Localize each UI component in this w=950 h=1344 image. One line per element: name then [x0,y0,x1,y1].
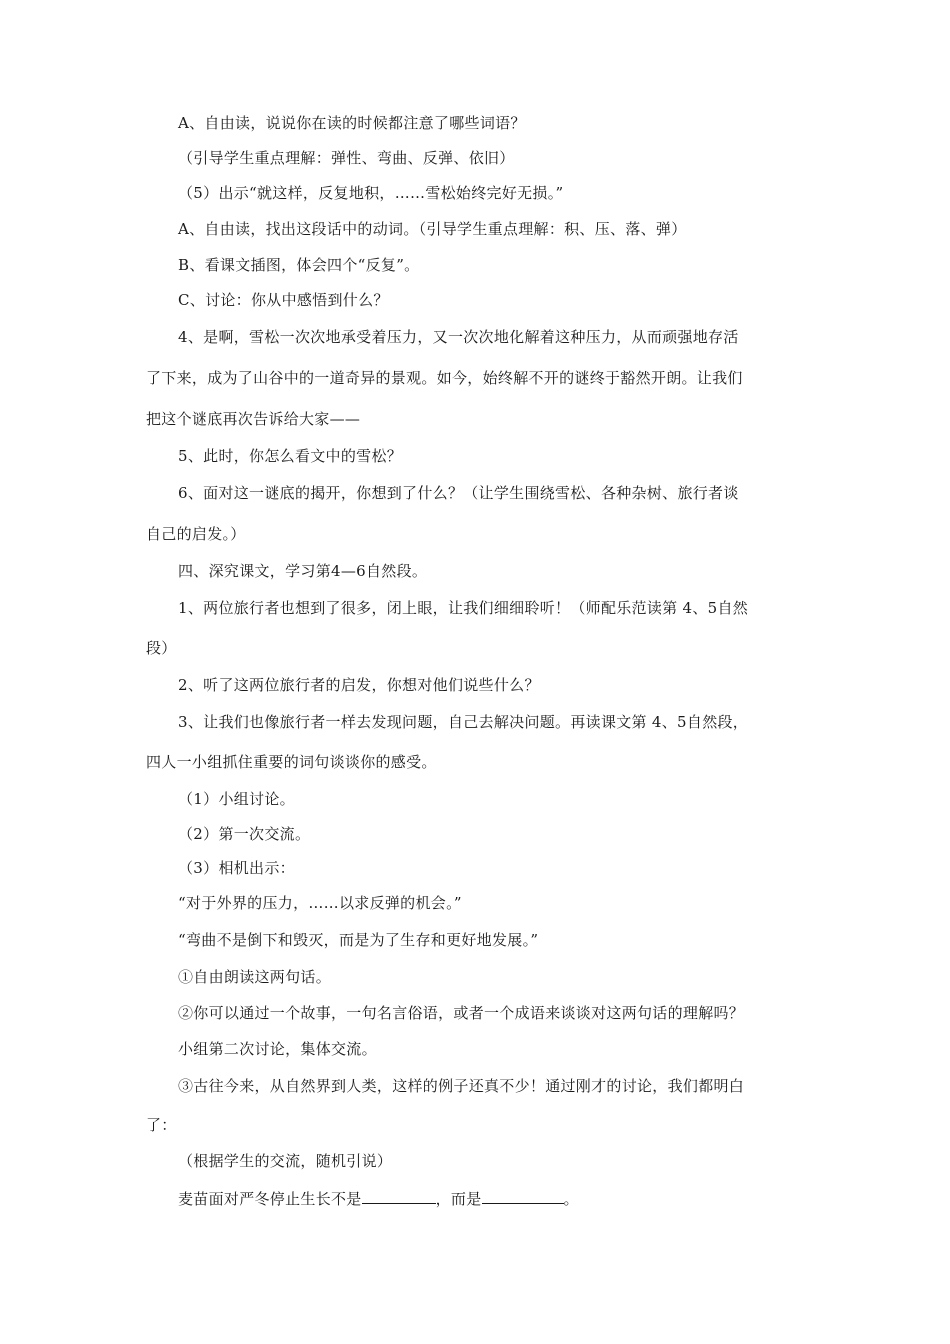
paragraph-line: 了下来，成为了山谷中的一道奇异的景观。如今，始终解不开的谜终于豁然开朗。让我们 [146,369,743,387]
paragraph-line: 5、此时，你怎么看文中的雪松？ [178,447,403,465]
quote-line: “对于外界的压力，……以求反弹的机会。” [178,894,462,912]
blank-field[interactable] [362,1188,436,1204]
paragraph-line: ②你可以通过一个故事，一句名言俗语，或者一个成语来谈谈对这两句话的理解吗？ [178,1004,745,1022]
paragraph-line: 自己的启发。） [146,525,246,543]
paragraph-line: 2、听了这两位旅行者的启发，你想对他们说些什么？ [178,676,540,694]
fill-in-text: 。 [563,1190,579,1208]
paragraph-line: 1、两位旅行者也想到了很多，闭上眼，让我们细细聆听！（师配乐范读第 4、5自然 [178,599,749,617]
paragraph-line: ①自由朗读这两句话。 [178,968,332,986]
paragraph-line: 3、让我们也像旅行者一样去发现问题，自己去解决问题。再读课文第 4、5自然段， [178,713,749,731]
paragraph-line: 小组第二次讨论，集体交流。 [178,1040,377,1058]
paragraph-line: （引导学生重点理解：弹性、弯曲、反弹、依旧） [178,149,515,167]
fill-in-text: 麦苗面对严冬停止生长不是 [178,1190,362,1208]
paragraph-line: （2）第一次交流。 [178,825,311,843]
paragraph-line: 了： [146,1116,177,1134]
paragraph-line: 4、是啊，雪松一次次地承受着压力，又一次次地化解着这种压力，从而顽强地存活 [178,328,739,346]
fill-in-blank-line [178,1188,579,1209]
paragraph-line: 四人一小组抓住重要的词句谈谈你的感受。 [146,753,437,771]
paragraph-line: 把这个谜底再次告诉给大家—— [146,410,361,428]
blank-field[interactable] [482,1188,564,1204]
paragraph-line: （3）相机出示： [178,859,295,877]
paragraph-line: A、自由读，找出这段话中的动词。（引导学生重点理解：积、压、落、弹） [178,220,687,238]
paragraph-line: B、看课文插图，体会四个“反复”。 [178,256,420,274]
paragraph-line: （1）小组讨论。 [178,790,295,808]
section-heading: 四、深究课文，学习第4—6自然段。 [178,562,428,580]
paragraph-line: 6、面对这一谜底的揭开，你想到了什么？（让学生围绕雪松、各种杂树、旅行者谈 [178,484,739,502]
paragraph-line: C、讨论：你从中感悟到什么？ [178,291,389,309]
paragraph-line: ③古往今来，从自然界到人类，这样的例子还真不少！通过刚才的讨论，我们都明白 [178,1077,745,1095]
fill-in-text: ，而是 [435,1190,482,1208]
paragraph-line: 段） [146,639,177,657]
paragraph-line: A、自由读，说说你在读的时候都注意了哪些词语？ [178,114,526,132]
quote-line: “弯曲不是倒下和毁灭，而是为了生存和更好地发展。” [178,931,539,949]
paragraph-line: （5）出示“就这样，反复地积，……雪松始终完好无损。” [178,184,564,202]
paragraph-line: （根据学生的交流，随机引说） [178,1152,393,1170]
